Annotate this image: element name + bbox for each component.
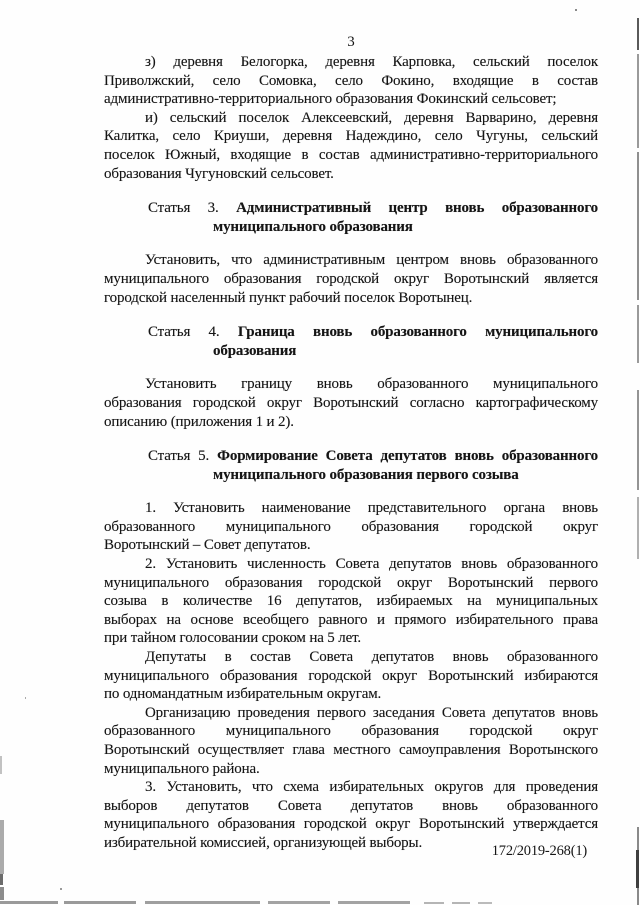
document-line: Калитка, село Криуши, деревня Надеждино, село Чугуны, сельский xyxy=(104,128,598,145)
article-title: Административный центр вновь образованного xyxy=(236,200,598,217)
scan-artifact-bottom-edge xyxy=(338,901,410,904)
article-label: Статья 4. xyxy=(148,324,220,341)
document-line: описанию (приложения 1 и 2). xyxy=(104,413,294,430)
document-line: 2. Установить численность Совета депутатов вновь образованного xyxy=(145,556,598,573)
document-line: 3. Установить, что схема избирательных округов для проведения xyxy=(145,779,598,796)
scan-artifact-right-edge xyxy=(636,850,639,888)
scan-artifact-bottom-edge xyxy=(452,902,470,904)
document-paragraph xyxy=(104,109,598,183)
scan-artifact-speck xyxy=(60,888,62,890)
scan-artifact-bottom-edge xyxy=(64,901,136,904)
document-line: муниципального образования городской округ Воротынский избираются xyxy=(104,667,598,684)
document-line: 1. Установить наименование представительного органа вновь xyxy=(145,500,598,517)
scan-artifact-right-edge xyxy=(637,390,639,490)
document-line: образования городской округ Воротынский согласно картографическому xyxy=(104,394,598,411)
article-heading-line: образования xyxy=(213,342,297,359)
document-line: поселок Южный, входящие в состав административно-территориального xyxy=(104,146,598,163)
scan-artifact-bottom-edge xyxy=(0,901,58,904)
document-line: выборах на основе всеобщего равного и прямого избирательного права xyxy=(104,611,598,628)
article-label: Статья 3. xyxy=(148,200,219,217)
document-line: по одномандатным избирательным округам. xyxy=(104,686,382,703)
document-paragraph xyxy=(104,704,598,778)
document-line: Депутаты в состав Совета депутатов вновь образованного xyxy=(145,649,598,666)
document-line: административно-территориального образования Фокинский сельсовет; xyxy=(104,91,557,108)
article-heading xyxy=(104,323,598,360)
document-line: при тайном голосовании сроком на 5 лет. xyxy=(104,630,361,647)
article-heading-line: муниципального образования первого созыва xyxy=(213,466,519,483)
document-line: муниципального образования городской округ Воротынский утверждается xyxy=(104,816,598,833)
document-paragraph xyxy=(104,555,598,648)
scan-artifact-right-edge xyxy=(637,18,639,50)
document-paragraph xyxy=(104,53,598,109)
scan-artifact-right-edge xyxy=(637,152,639,300)
document-line: выборов депутатов Совета депутатов вновь образованного xyxy=(104,797,598,814)
document-line: образованного муниципального образования городской округ xyxy=(104,723,598,740)
article-heading xyxy=(104,447,598,484)
scan-artifact-right-edge xyxy=(637,54,639,148)
document-line: Приволжский, село Сомовка, село Фокино, входящие в состав xyxy=(104,72,598,89)
document-body xyxy=(104,53,598,853)
document-line: образованного муниципального образования городской округ xyxy=(104,518,598,535)
document-line: з) деревня Белогорка, деревня Карповка, сельский поселок xyxy=(145,54,598,70)
document-line: муниципального района. xyxy=(104,760,260,777)
article-heading-line xyxy=(104,447,598,466)
scan-artifact-left-edge xyxy=(0,874,3,885)
article-label: Статья 5. xyxy=(148,448,210,465)
document-line: Воротынский осуществляет глава местного самоуправления Воротынского xyxy=(104,742,598,758)
document-reference-number: 172/2019-268(1) xyxy=(491,843,587,859)
scan-artifact-speck xyxy=(575,9,577,11)
document-line: и) сельский поселок Алексеевский, деревня Варварино, деревня xyxy=(145,109,598,126)
scan-artifact-left-edge xyxy=(0,820,4,874)
article-title: Формирование Совета депутатов вновь образованного xyxy=(217,448,598,465)
document-paragraph xyxy=(104,499,598,555)
document-paragraph xyxy=(104,251,598,307)
scan-artifact-left-edge xyxy=(0,887,4,900)
scan-artifact-right-edge xyxy=(637,305,639,363)
document-line: муниципального образования городской округ Воротынский первого xyxy=(104,574,598,591)
scan-artifact-bottom-edge xyxy=(424,902,444,904)
document-paragraph xyxy=(104,778,598,852)
document-line: Установить границу вновь образованного муниципального xyxy=(145,376,598,393)
article-heading-line xyxy=(104,199,598,218)
article-heading xyxy=(104,199,598,236)
page-number: 3 xyxy=(347,34,355,50)
scan-artifact-right-edge xyxy=(637,827,639,905)
scan-artifact-bottom-edge xyxy=(145,901,260,904)
document-line: городской населенный пункт рабочий поселок Воротынец. xyxy=(104,289,473,306)
scan-artifact-right-edge xyxy=(637,497,639,559)
article-title: Граница вновь образованного муниципального xyxy=(237,324,598,341)
scan-artifact-left-edge xyxy=(0,756,2,774)
document-line: Организацию проведения первого заседания Совета депутатов вновь xyxy=(145,704,598,721)
document-paragraph xyxy=(104,375,598,431)
article-heading-line xyxy=(104,323,598,342)
document-line: созыва в количестве 16 депутатов, избираемых на муниципальных xyxy=(104,593,598,610)
document-line: избирательной комиссией, организующей выборы. xyxy=(104,834,423,851)
document-line: образования Чугуновский сельсовет. xyxy=(104,165,334,182)
scan-artifact-bottom-edge xyxy=(478,902,492,904)
scan-artifact-bottom-edge xyxy=(268,901,330,904)
document-line: Установить, что административным центром вновь образованного xyxy=(145,252,598,269)
document-paragraph xyxy=(104,648,598,704)
document-line: муниципального образования городской округ Воротынский является xyxy=(104,270,598,287)
scan-artifact-speck xyxy=(25,697,26,699)
article-heading-line: муниципального образования xyxy=(213,218,413,235)
document-line: Воротынский – Совет депутатов. xyxy=(104,537,311,554)
